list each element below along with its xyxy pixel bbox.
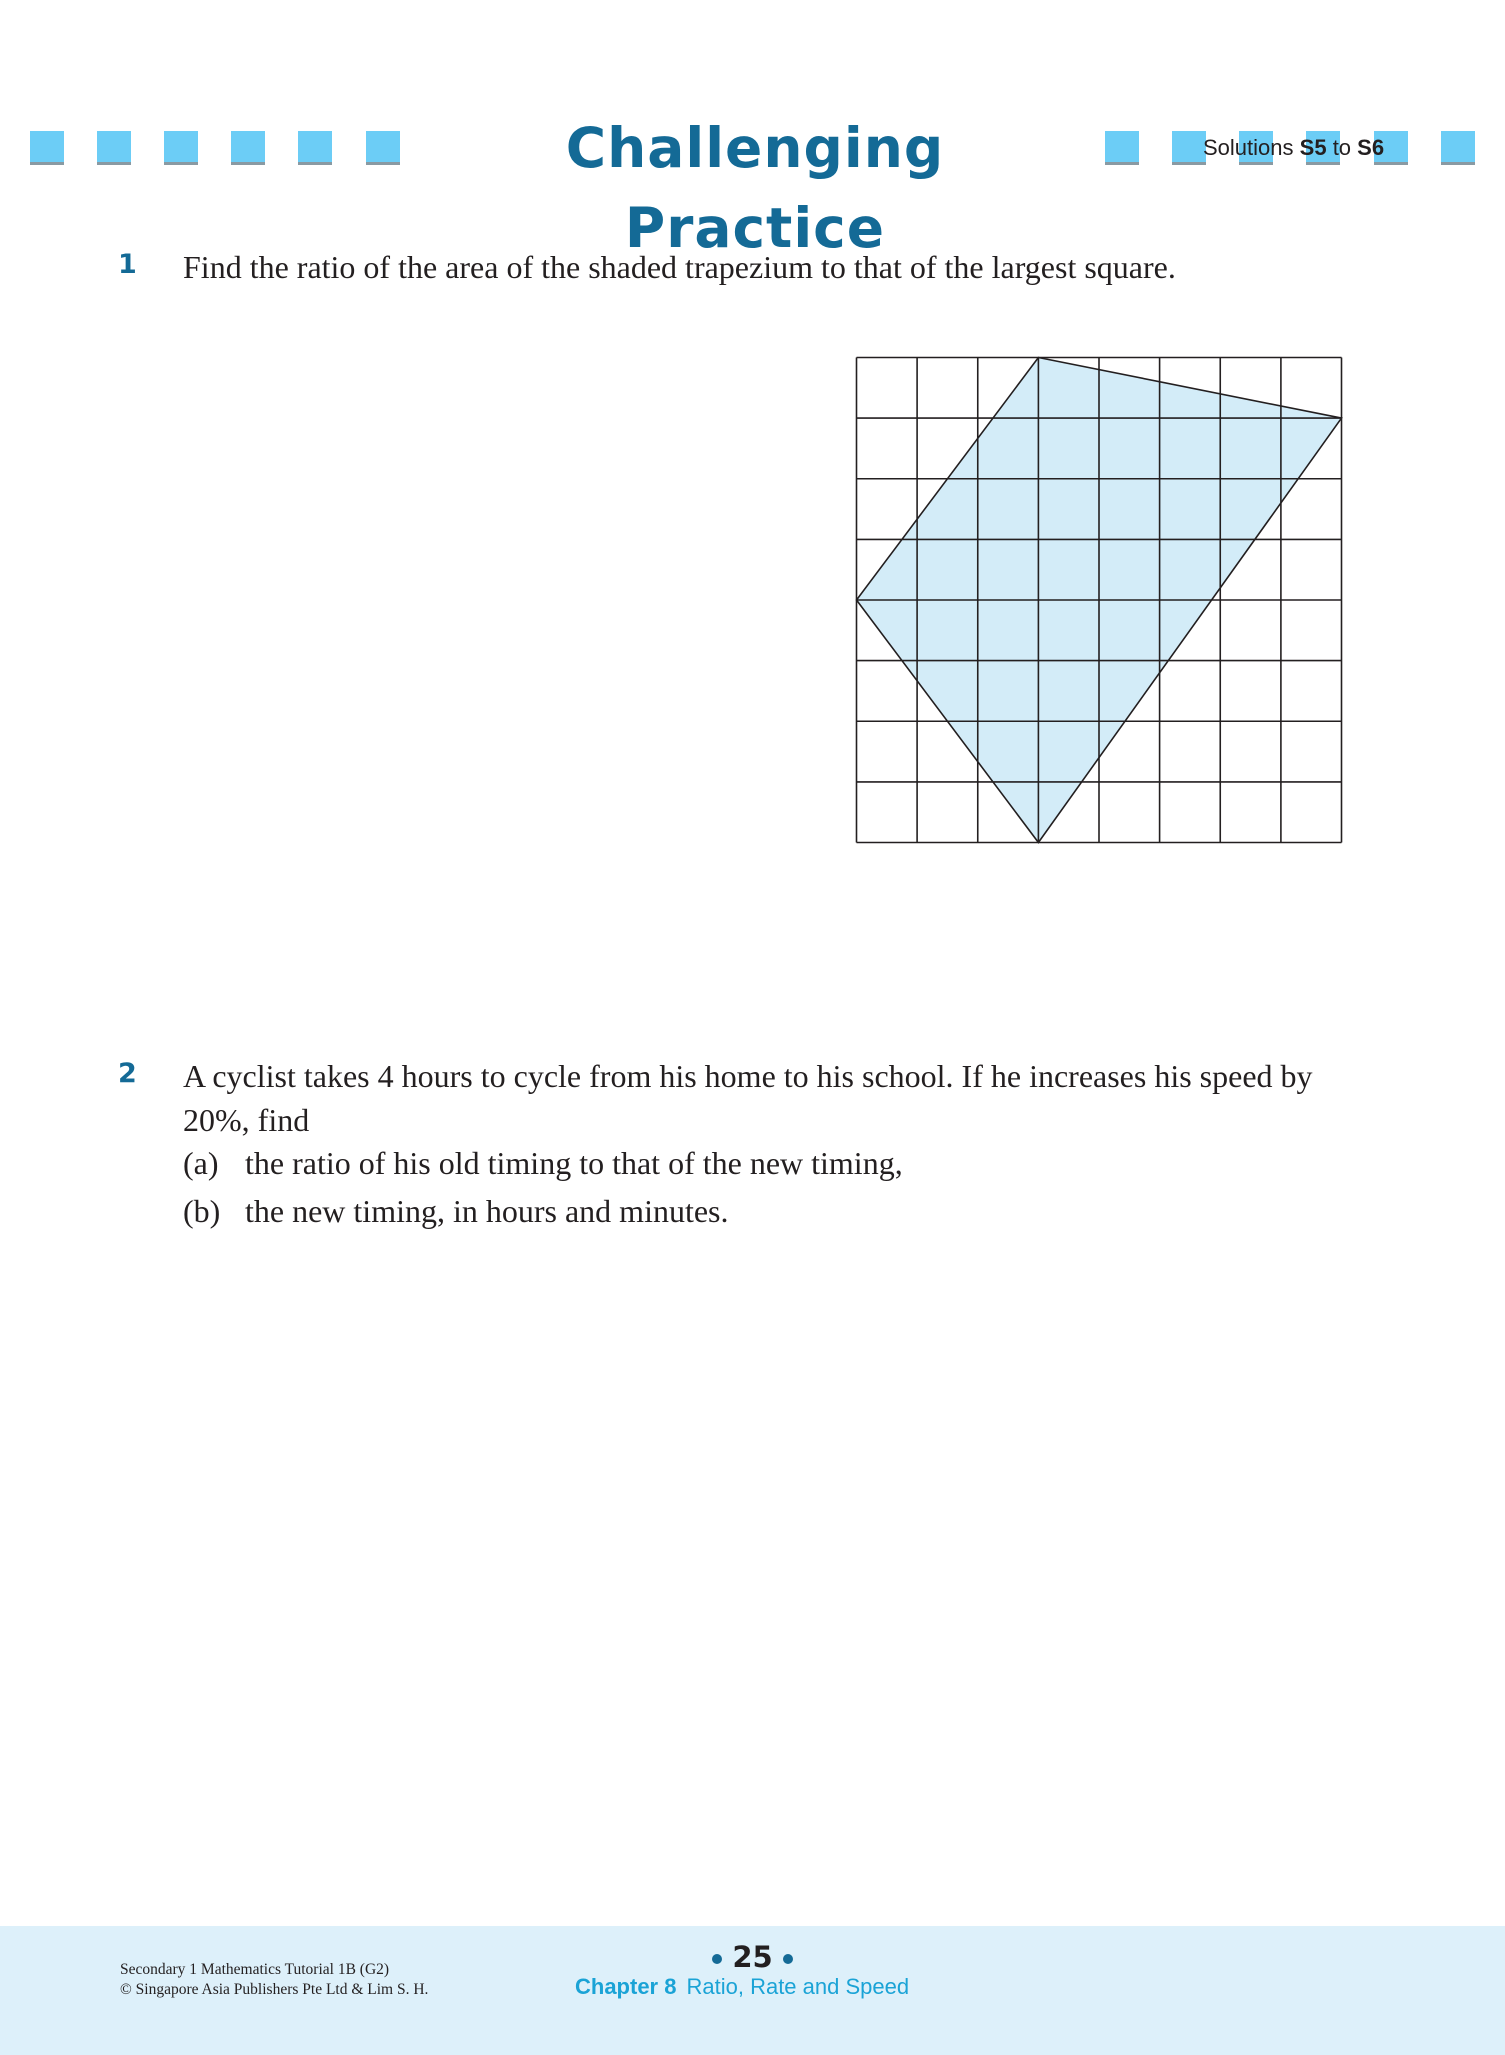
solutions-reference [1203,133,1384,163]
part-text: the new timing, in hours and minutes. [245,1193,729,1229]
copyright-notice: © Singapore Asia Publishers Pte Ltd & Lim S. H. [120,1981,429,1998]
question-text-line1: A cyclist takes 4 hours to cycle from his home to his school. If he increases his speed by [183,1058,1313,1094]
solutions-mid: to [1332,135,1352,160]
header-decor-square [298,131,332,165]
header-decor-square [366,131,400,165]
solutions-start: S5 [1299,135,1327,160]
question-text-line2: 20%, find [183,1102,310,1138]
header-decor-square [164,131,198,165]
header-decor-square [97,131,131,165]
header-decor-square [1172,131,1206,165]
grid-figure [850,350,1350,850]
header-decor-square [30,131,64,165]
bullet-icon [783,1954,793,1964]
copyright-block [120,1960,428,2000]
part-label: (b) [183,1193,221,1229]
part-label: (a) [183,1145,219,1181]
question-number: 1 [118,249,137,280]
part-text: the ratio of his old timing to that of the new timing, [245,1145,903,1181]
page-number: 25 [732,1940,773,1974]
page-number-block [700,1940,805,1974]
question-number: 2 [118,1058,137,1089]
page-title: Challenging Practice [565,116,945,260]
chapter-label [575,1974,909,2000]
bullet-icon [712,1954,722,1964]
question-text: Find the ratio of the area of the shaded trapezium to that of the largest square. [183,249,1176,285]
solutions-prefix: Solutions [1203,135,1294,160]
book-title: Secondary 1 Mathematics Tutorial 1B (G2) [120,1961,390,1978]
header-decor-square [231,131,265,165]
header-decor-square [1441,131,1475,165]
chapter-number: Chapter 8 [575,1974,677,1999]
chapter-title: Ratio, Rate and Speed [686,1974,910,1999]
header-decor-square [1105,131,1139,165]
solutions-end: S6 [1357,135,1385,160]
